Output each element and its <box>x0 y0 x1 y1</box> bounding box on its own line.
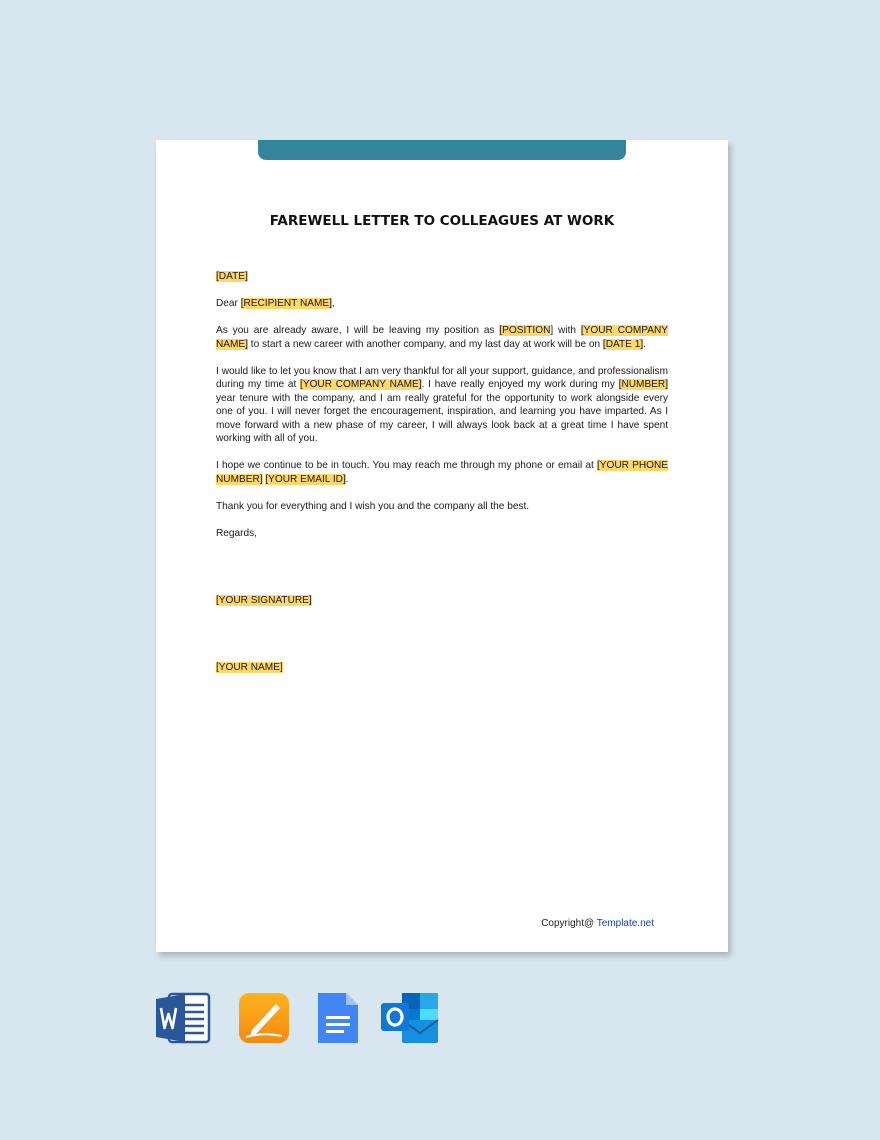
p3-text-1: I hope we continue to be in touch. You may reach me through my phone or email at <box>216 460 597 471</box>
number-placeholder: [NUMBER] <box>618 379 669 390</box>
letter-body <box>216 270 668 688</box>
p1-text-4: . <box>643 338 646 350</box>
paragraph-4: Thank you for everything and I wish you and the company all the best. <box>216 500 530 512</box>
header-tab <box>258 140 626 160</box>
date-placeholder: [DATE] <box>216 271 248 282</box>
recipient-placeholder: [RECIPIENT NAME] <box>240 298 332 309</box>
date1-placeholder: [DATE 1] <box>602 338 644 350</box>
outlook-icon[interactable] <box>380 992 440 1044</box>
name-line <box>216 661 668 675</box>
p1-text-1: As you are already aware, I will be leaving my position as <box>216 325 500 336</box>
letter-page <box>156 140 728 952</box>
company-placeholder-2: [YOUR COMPANY NAME] <box>300 379 422 390</box>
letter-title: FAREWELL LETTER TO COLLEAGUES AT WORK <box>269 213 615 229</box>
paragraph-1 <box>216 324 668 351</box>
phone-placeholder: [YOUR PHONE NUMBER] <box>216 460 668 485</box>
salutation <box>216 297 668 311</box>
salutation-comma: , <box>331 298 335 309</box>
copyright <box>541 918 654 929</box>
google-docs-icon[interactable] <box>312 992 372 1044</box>
p3-text-3: . <box>345 473 349 485</box>
p1-text-2: ] with <box>550 325 581 336</box>
p2-text-3: year tenure with the company, and I am really grateful for the opportunity to work alongside every one of you. I will never forget the encouragement, inspiration, and learning you have imparted. As I move forward with a new phase of my career, I will always look back at a great time I have spent working with all of you. <box>216 392 668 444</box>
date-line <box>216 270 668 284</box>
template-link[interactable]: Template.net <box>596 918 654 929</box>
name-placeholder: [YOUR NAME] <box>216 661 283 673</box>
paragraph-2 <box>216 365 668 446</box>
pages-icon[interactable] <box>236 992 296 1044</box>
signature-placeholder: [YOUR SIGNATURE] <box>216 594 312 606</box>
closing: Regards, <box>216 527 257 539</box>
p1-text-3: to start a new career with another company, and my last day at work will be on <box>247 338 603 350</box>
copyright-text: Copyright@ <box>541 918 597 929</box>
word-icon[interactable] <box>155 992 215 1044</box>
signature-line <box>216 594 668 608</box>
email-placeholder: [YOUR EMAIL ID] <box>265 473 346 485</box>
salutation-text: Dear <box>216 298 241 309</box>
paragraph-3 <box>216 459 668 486</box>
p2-text-2: . I have really enjoyed my work during my <box>421 379 619 390</box>
p2-text-1: I would like to let you know that I am very thankful for all your support, guidance, and professionalism during my time at <box>216 365 668 390</box>
company-placeholder: [YOUR COMPANY NAME] <box>216 325 668 350</box>
position-placeholder: [POSITION <box>499 325 551 336</box>
